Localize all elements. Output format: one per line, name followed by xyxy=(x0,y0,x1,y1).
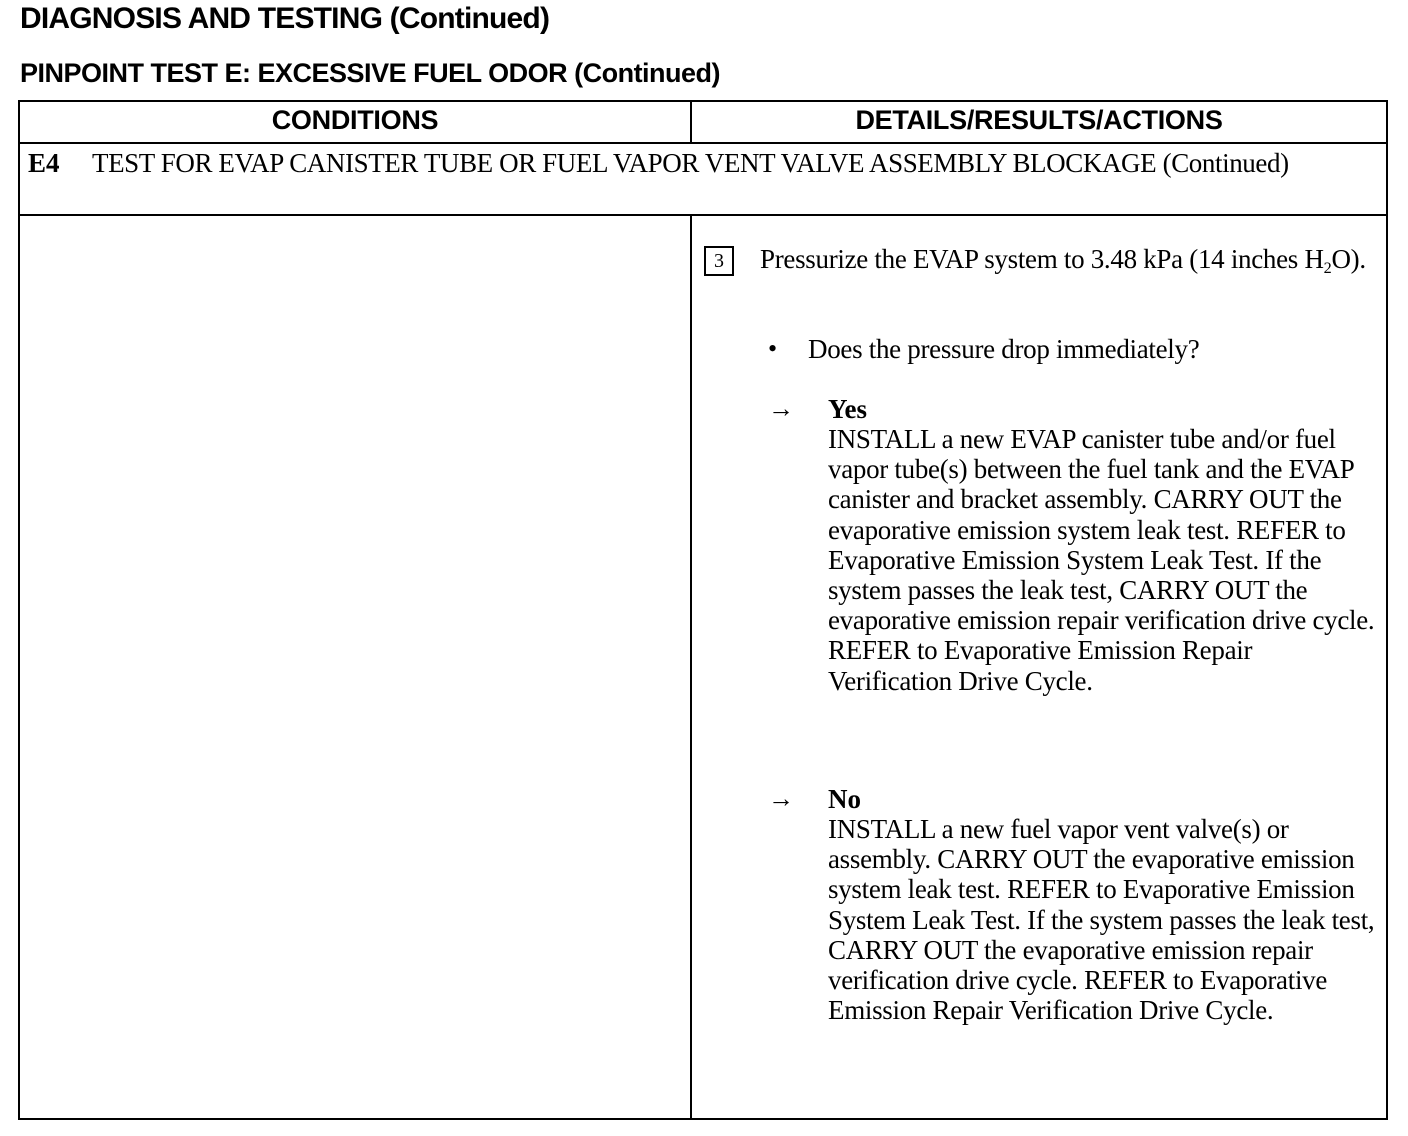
outcome-yes-label: Yes xyxy=(828,394,867,424)
outcome-yes-text: INSTALL a new EVAP canister tube and/or fuel vapor tube(s) between the fuel tank and the EVAP canister and bracket assembly. CARRY OUT the evaporative emission system leak test. REFER to Evaporative Emission System Leak Test. If the system passes the leak test, CARRY OUT the evaporative emission repair verification drive cycle. REFER to Evaporative Emission Repair Verification Drive Cycle. xyxy=(828,424,1375,696)
step-title: TEST FOR EVAP CANISTER TUBE OR FUEL VAPOR VENT VALVE ASSEMBLY BLOCKAGE (Continued) xyxy=(92,148,1289,178)
pinpoint-test-table xyxy=(18,100,1388,1120)
instruction-prefix: Pressurize the EVAP system to 3.48 kPa (14 inches H xyxy=(760,244,1324,274)
bullet-icon: • xyxy=(768,334,778,363)
conditions-cell xyxy=(20,216,690,1118)
instruction-suffix: O). xyxy=(1331,244,1366,274)
test-question: Does the pressure drop immediately? xyxy=(808,334,1200,364)
table-header-row xyxy=(20,102,1386,144)
step-row xyxy=(20,144,1386,216)
section-subtitle: PINPOINT TEST E: EXCESSIVE FUEL ODOR (Continued) xyxy=(20,58,721,88)
instruction-subscript: 2 xyxy=(1323,259,1332,277)
step-number-box: 3 xyxy=(704,246,734,276)
step-id: E4 xyxy=(28,148,60,178)
column-header-conditions: CONDITIONS xyxy=(271,105,439,135)
outcome-no-label: No xyxy=(828,784,861,814)
right-arrow-icon: → xyxy=(768,784,794,813)
outcome-no-text: INSTALL a new fuel vapor vent valve(s) or assembly. CARRY OUT the evaporative emission system leak test. REFER to Evaporative Emission System Leak Test. If the system passes the leak test, CARRY OUT the evaporative emission repair verification drive cycle. REFER to Evaporative Emission Repair Verification Drive Cycle. xyxy=(828,814,1375,1026)
page-title: DIAGNOSIS AND TESTING (Continued) xyxy=(20,2,550,35)
column-header-details: DETAILS/RESULTS/ACTIONS xyxy=(855,105,1223,135)
details-cell xyxy=(692,216,1386,1118)
right-arrow-icon: → xyxy=(768,394,794,423)
step-instruction xyxy=(760,244,1380,278)
